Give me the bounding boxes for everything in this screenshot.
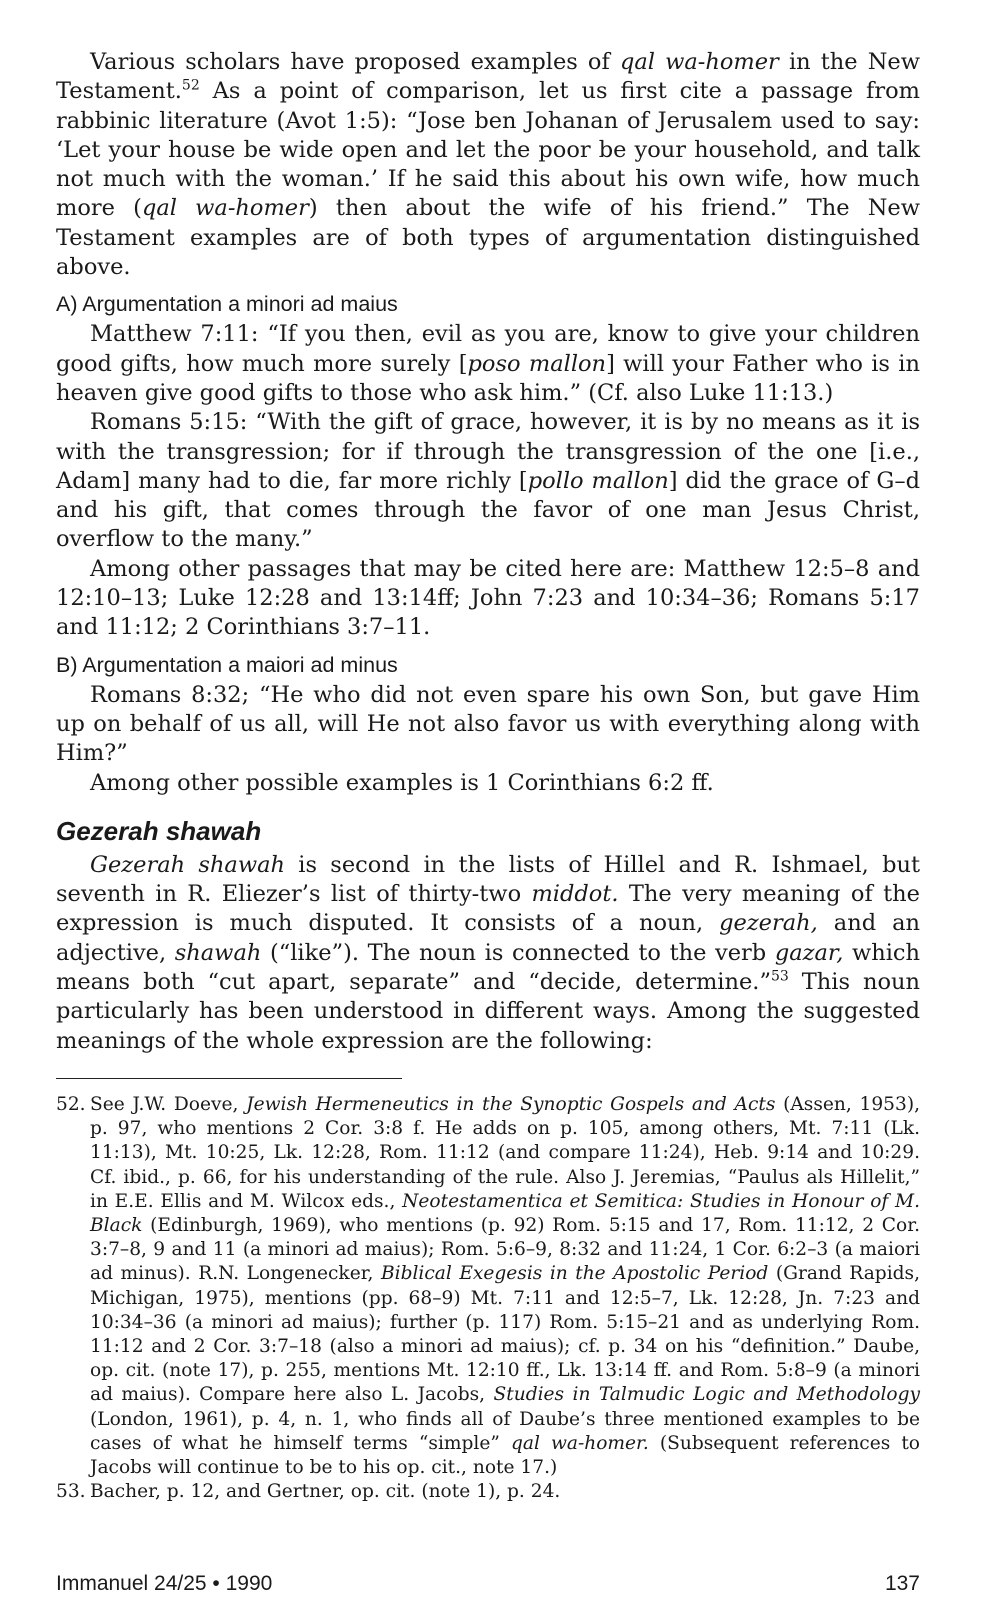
gezerah-heading: Gezerah shawah: [56, 815, 262, 846]
document-page: [56, 48, 920, 1504]
section-a-paragraph-3: Among other passages that may be cited here are: Matthew 12:5–8 and 12:10–13; Luke 12:28 and 13:14ff; John 7:23 and 10:34–36; Romans 5:17 and 11:12; 2 Corinthians 3:7–11.: [56, 555, 920, 641]
footnote-divider: [56, 1078, 402, 1079]
section-b-paragraph-1: Romans 8:32; “He who did not even spare his own Son, but gave Him up on behalf of us all, will He not also favor us with everything along with Him?”: [56, 681, 920, 767]
section-b-paragraph-2: Among other possible examples is 1 Corinthians 6:2 ff.: [90, 769, 714, 796]
footnote-text: See J.W. Doeve, Jewish Hermeneutics in the Synoptic Gospels and Acts (Assen, 1953), p. 97, who mentions 2 Cor. 3:8 f. He adds on p. 105, among others, Mt. 7:11 (Lk. 11:13), Mt. 10:25, Lk. 12:28, Rom. 11:12 (and compare 11:24), Heb. 9:14 and 10:29. Cf. ibid., p. 66, for his understanding of the rule. Also J. Jeremias, “Paulus als Hillelit,” in E.E. Ellis and M. Wilcox eds., Neotestamentica et Semitica: Studies in Honour of M. Black (Edinburgh, 1969), who mentions (p. 92) Rom. 5:15 and 17, Rom. 11:12, 2 Cor. 3:7–8, 9 and 11 (a minori ad maius); Rom. 5:6–9, 8:32 and 11:24, 1 Cor. 6:2–3 (a maiori ad minus). R.N. Longenecker, Biblical Exegesis in the Apostolic Period (Grand Rapids, Michigan, 1975), mentions (pp. 68–9) Mt. 7:11 and 12:5–7, Lk. 12:28, Jn. 7:23 and 10:34–36 (a minori ad maius); further (p. 117) Rom. 5:15–21 and as underlying Rom. 11:12 and 2 Cor. 3:7–18 (also a minori ad maius); cf. p. 34 on his “definition.” Daube, op. cit. (note 17), p. 255, mentions Mt. 12:10 ff., Lk. 13:14 ff. and Rom. 5:8–9 (a minori ad maius). Compare here also L. Jacobs, Studies in Talmudic Logic and Methodology (London, 1961), p. 4, n. 1, who finds all of Daube’s three mentioned examples to be cases of what he himself terms “simple” qal wa-homer. (Subsequent references to Jacobs will continue to be to his op. cit., note 17.): [90, 1093, 921, 1478]
section-a-paragraph-1: Matthew 7:11: “If you then, evil as you are, know to give your children good gifts, how much more surely [poso mallon] will your Father who is in heaven give good gifts to those who ask him.” (Cf. also Luke 11:13.): [56, 321, 920, 406]
footnote-text: Bacher, p. 12, and Gertner, op. cit. (note 1), p. 24.: [90, 1481, 561, 1503]
section-a-paragraph-2: Romans 5:15: “With the gift of grace, however, it is by no means as it is with the transgression; for if through the transgression of the one [i.e., Adam] many had to die, far more richly [pollo mallon] did the grace of G–d and his gift, that comes through the favor of one man Jesus Christ, overflow to the many.”: [56, 409, 920, 553]
footnote-number: 52.: [56, 1093, 86, 1115]
journal-citation: Immanuel 24/25 • 1990: [56, 1572, 273, 1595]
footnote-ref-53[interactable]: 53: [770, 968, 789, 985]
footnote-ref-52[interactable]: 52: [181, 77, 200, 94]
page-number: 137: [884, 1572, 920, 1595]
footnote-52: [56, 1093, 920, 1480]
footnote-number: 53.: [56, 1481, 86, 1503]
section-a-heading: A) Argumentation a minori ad maius: [56, 292, 398, 317]
section-b-heading: B) Argumentation a maiori ad minus: [56, 652, 398, 677]
intro-paragraph: Various scholars have proposed examples of qal wa-homer in the New Testament.$^{52}$ As a point of comparison, let us first cite a passage from rabbinic literature (Avot 1:5): “Jose ben Johanan of Jerusalem used to say: ‘Let your house be wide open and let the poor be your household, and talk not much with the woman.’ If he said this about his own wife, how much more (qal wa-homer) then about the wife of his friend.” The New Testament examples are of both types of argumentation distinguished above.: [56, 49, 920, 281]
page-footer: [56, 1572, 920, 1596]
footnote-53: [56, 1480, 920, 1504]
gezerah-paragraph: Gezerah shawah is second in the lists of Hillel and R. Ishmael, but seventh in R. Eliezer’s list of thirty-two middot. The very meaning of the expression is much disputed. It consists of a noun, gezerah, and an adjective, shawah (“like”). The noun is connected to the verb gazar, which means both “cut apart, separate” and “decide, determine.”$^{53}$ This noun particularly has been understood in different ways. Among the suggested meanings of the whole expression are the following:: [56, 851, 921, 1054]
